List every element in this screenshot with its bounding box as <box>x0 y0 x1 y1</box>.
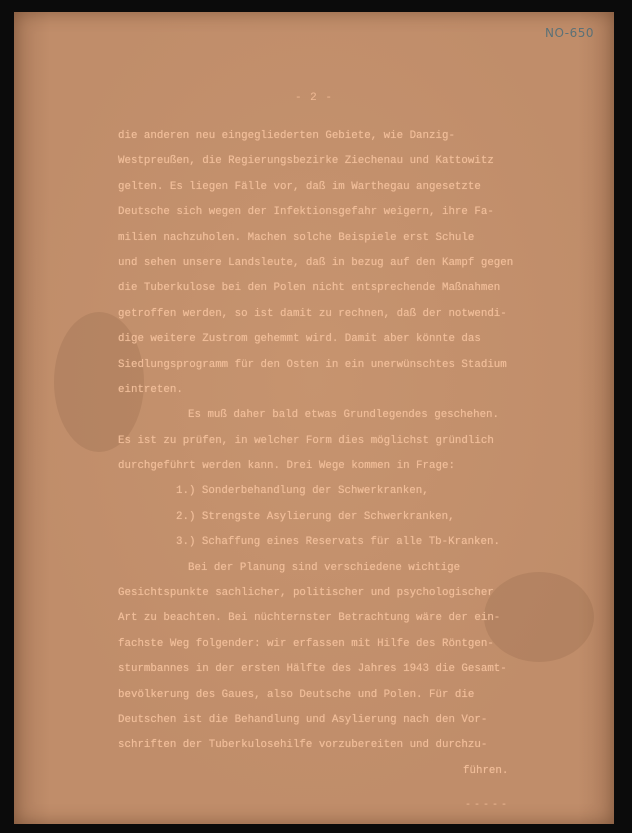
list-item: 3.) Schaffung eines Reservats für alle Tb-Kranken. <box>176 536 500 549</box>
text-line: eintreten. <box>118 383 183 396</box>
text-line: die Tuberkulose bei den Polen nicht entsprechende Maßnahmen <box>118 282 501 295</box>
archive-number-stamp: NO-650 <box>545 26 594 40</box>
text-line: sturmbannes in der ersten Hälfte des Jahres 1943 die Gesamt- <box>118 663 507 676</box>
text-line: Deutschen ist die Behandlung und Asylierung nach den Vor- <box>118 713 488 726</box>
text-line: gelten. Es liegen Fälle vor, daß im Warthegau angesetzte <box>118 180 481 193</box>
text-line: bevölkerung des Gaues, also Deutsche und Polen. Für die <box>118 688 475 701</box>
text-line: Westpreußen, die Regierungsbezirke Ziechenau und Kattowitz <box>118 155 494 168</box>
list-item: 1.) Sonderbehandlung der Schwerkranken, <box>176 485 429 498</box>
text-line: milien nachzuholen. Machen solche Beispiele erst Schule <box>118 231 475 244</box>
text-line: Siedlungsprogramm für den Osten in ein unerwünschtes Stadium <box>118 358 507 371</box>
text-line: Art zu beachten. Bei nüchternster Betrachtung wäre der ein- <box>118 612 501 625</box>
text-line: Gesichtspunkte sachlicher, politischer und psychologischer <box>118 587 494 600</box>
text-line: Deutsche sich wegen der Infektionsgefahr weigern, ihre Fa- <box>118 206 494 219</box>
text-line: schriften der Tuberkulosehilfe vorzubereiten und durchzu- <box>118 739 488 752</box>
text-line: und sehen unsere Landsleute, daß in bezug auf den Kampf gegen <box>118 256 514 269</box>
text-line: getroffen werden, so ist damit zu rechnen, daß der notwendi- <box>118 307 507 320</box>
text-line: Es ist zu prüfen, in welcher Form dies möglichst gründlich <box>118 434 494 447</box>
continuation-dashes: ----- <box>465 800 511 811</box>
text-line: Bei der Planung sind verschiedene wichtige <box>188 561 461 574</box>
document-body <box>118 124 598 784</box>
text-line: dige weitere Zustrom gehemmt wird. Damit aber könnte das <box>118 333 481 346</box>
text-line: führen. <box>463 764 509 777</box>
text-line: durchgeführt werden kann. Drei Wege kommen in Frage: <box>118 460 455 473</box>
list-item: 2.) Strengste Asylierung der Schwerkranken, <box>176 510 455 523</box>
text-line: die anderen neu eingegliederten Gebiete, wie Danzig- <box>118 130 455 142</box>
page-number: - 2 - <box>294 92 333 104</box>
text-line: fachste Weg folgender: wir erfassen mit Hilfe des Röntgen- <box>118 637 494 650</box>
text-line: Es muß daher bald etwas Grundlegendes geschehen. <box>188 409 500 422</box>
